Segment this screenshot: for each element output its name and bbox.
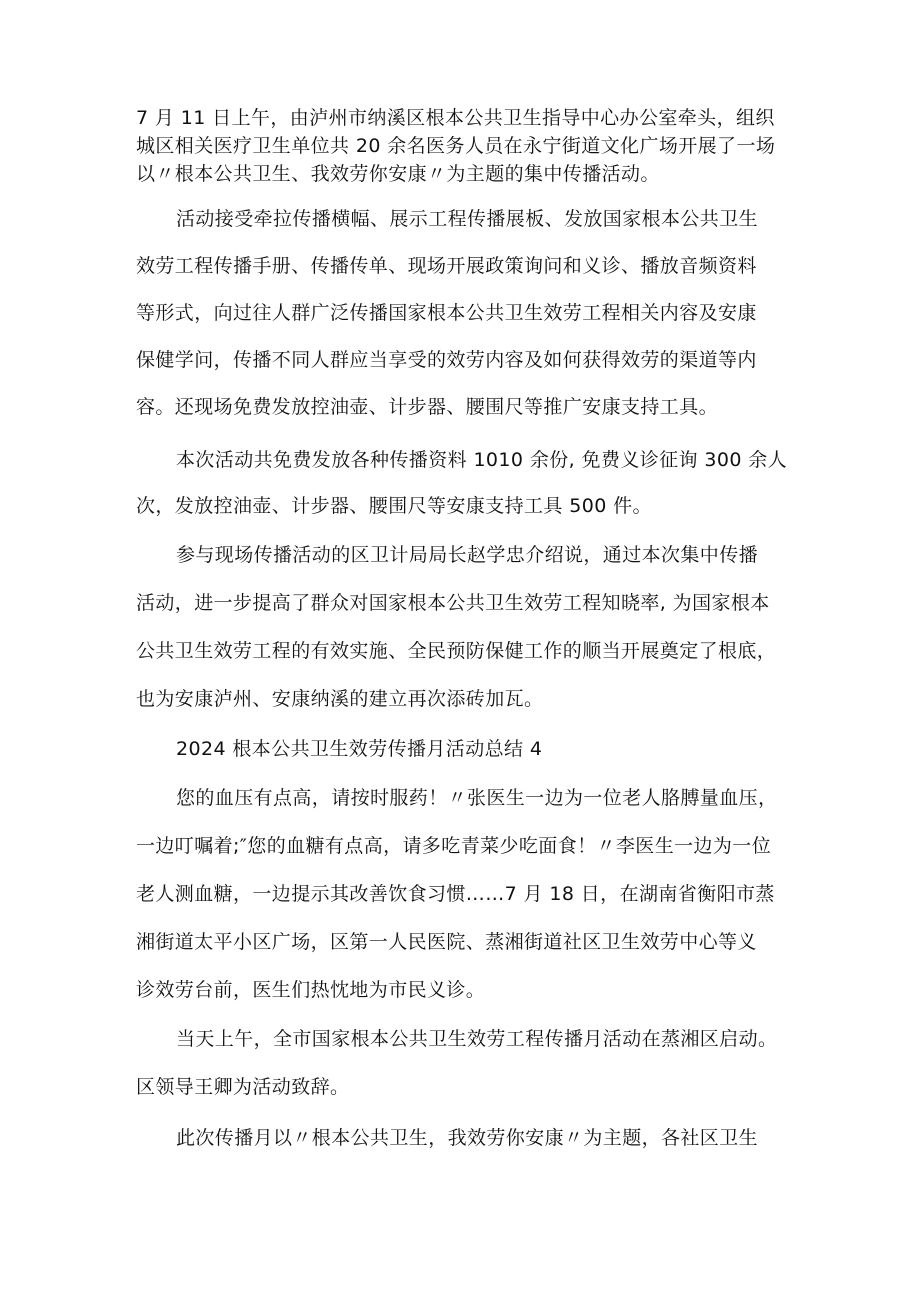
paragraph-line: 一边叮嘱着;″您的血糖有点高，请多吃青菜少吃面食！〃李医生一边为一位 (136, 835, 772, 857)
paragraph-line: 活动，进一步提高了群众对国家根本公共卫生效劳工程知晓率, 为国家根本 (136, 592, 770, 614)
paragraph-line: 此次传播月以〃根本公共卫生，我效劳你安康〃为主题，各社区卫生 (176, 1127, 759, 1149)
paragraph-line: 老人测血糖，一边提示其改善饮食习惯……7 月 18 日，在湖南省衡阳市蒸 (136, 883, 775, 905)
paragraph-line: 诊效劳台前，医生们热忱地为市民义诊。 (136, 979, 486, 1001)
paragraph-line: 本次活动共免费发放各种传播资料 1010 余份, 免费义诊征询 300 余人 (176, 449, 788, 471)
paragraph-line: 公共卫生效劳工程的有效实施、全民预防保健工作的顺当开展奠定了根底， (136, 640, 777, 662)
paragraph-line: 等形式，向过往人群广泛传播国家根本公共卫生效劳工程相关内容及安康 (136, 302, 757, 324)
paragraph-line: 参与现场传播活动的区卫计局局长赵学忠介绍说，通过本次集中传播 (176, 544, 759, 566)
paragraph-line: 次，发放控油壶、计步器、腰围尺等安康支持工具 500 件。 (136, 495, 652, 517)
paragraph-line: 以〃根本公共卫生、我效劳你安康〃为主题的集中传播活动。 (136, 163, 660, 185)
paragraph-line: 您的血压有点高，请按时服药！〃张医生一边为一位老人胳膊量血压， (176, 787, 778, 809)
paragraph-line: 区领导王卿为活动致辞。 (136, 1076, 350, 1098)
paragraph-line: 活动接受牵拉传播横幅、展示工程传播展板、发放国家根本公共卫生 (176, 208, 759, 230)
paragraph-line: 7 月 11 日上午，由泸州市纳溪区根本公共卫生指导中心办公室牵头，组织 (136, 107, 775, 129)
paragraph-line: 当天上午，全市国家根本公共卫生效劳工程传播月活动在蒸湘区启动。 (176, 1028, 778, 1050)
paragraph-line: 容。还现场免费发放控油壶、计步器、腰围尺等推广安康支持工具。 (136, 396, 719, 418)
paragraph-line: 湘街道太平小区广场，区第一人民医院、蒸湘街道社区卫生效劳中心等义 (136, 931, 757, 953)
paragraph-line: 效劳工程传播手册、传播传单、现场开展政策询问和义诊、播放音频资料 (136, 255, 757, 277)
paragraph-line: 城区相关医疗卫生单位共 20 余名医务人员在永宁街道文化广场开展了一场 (136, 135, 776, 157)
heading-text: 2024 根本公共卫生效劳传播月活动总结 4 (176, 738, 543, 760)
paragraph-line: 也为安康泸州、安康纳溪的建立再次添砖加瓦。 (136, 688, 544, 710)
paragraph-line: 保健学问，传播不同人群应当享受的效劳内容及如何获得效劳的渠道等内 (136, 349, 757, 371)
